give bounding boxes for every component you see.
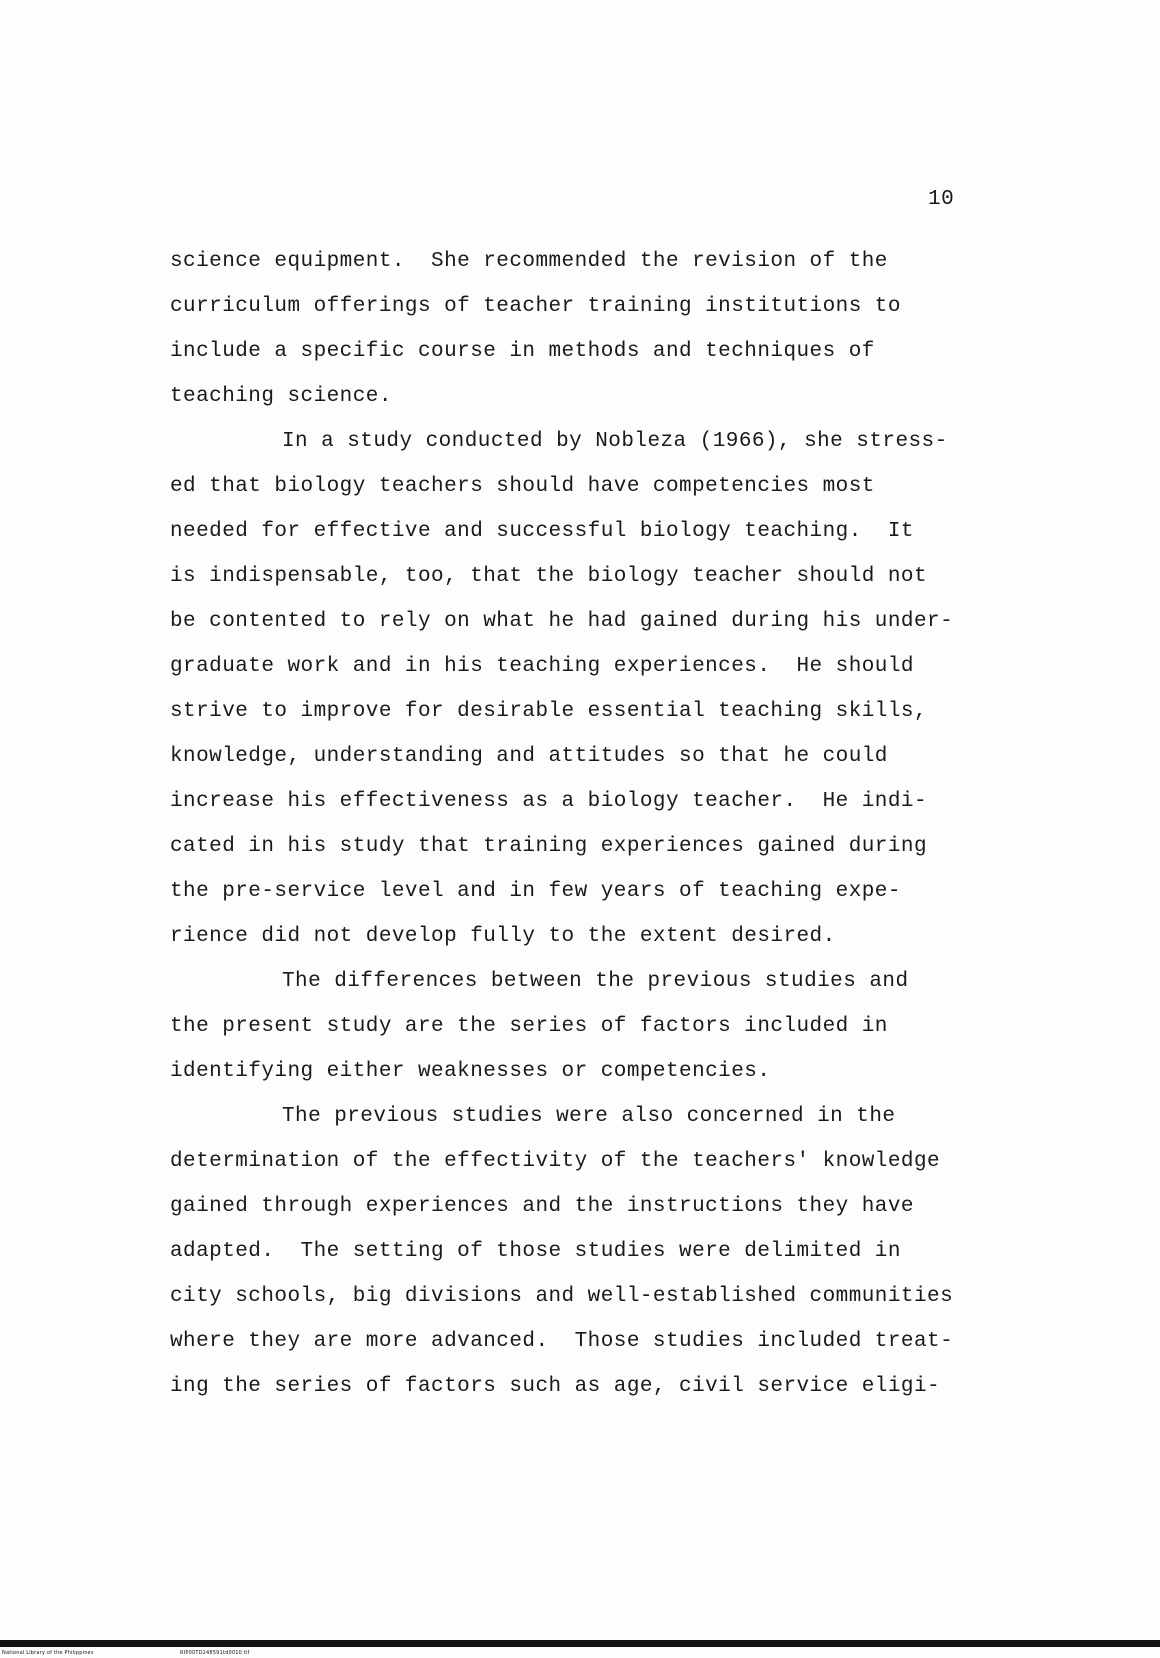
text-line: knowledge, understanding and attitudes so that he could: [170, 745, 888, 768]
text-line: gained through experiences and the instructions they have: [170, 1195, 914, 1218]
text-line: adapted. The setting of those studies were delimited in: [170, 1240, 901, 1263]
text-line: is indispensable, too, that the biology teacher should not: [170, 565, 928, 588]
text-line: identifying either weaknesses or competencies.: [170, 1060, 771, 1083]
footer-library-label: National Library of the Philippines: [2, 1650, 94, 1656]
paragraph-first-line: In a study conducted by Nobleza (1966), she stress-: [282, 430, 948, 453]
text-line: science equipment. She recommended the revision of the: [170, 250, 888, 273]
text-line: increase his effectiveness as a biology teacher. He indi-: [170, 790, 928, 813]
text-line: city schools, big divisions and well-established communities: [170, 1285, 954, 1308]
footer-file-label: RIP00TD248591td0010.tif: [180, 1650, 250, 1656]
text-line: graduate work and in his teaching experiences. He should: [170, 655, 914, 678]
text-line: teaching science.: [170, 385, 392, 408]
text-line: where they are more advanced. Those studies included treat-: [170, 1330, 954, 1353]
text-line: strive to improve for desirable essential teaching skills,: [170, 700, 928, 723]
text-line: the present study are the series of factors included in: [170, 1015, 888, 1038]
text-line: include a specific course in methods and techniques of: [170, 340, 875, 363]
paragraph-first-line: The previous studies were also concerned in the: [282, 1105, 896, 1128]
text-line: ed that biology teachers should have competencies most: [170, 475, 875, 498]
paragraph-first-line: The differences between the previous studies and: [282, 970, 909, 993]
text-line: determination of the effectivity of the teachers' knowledge: [170, 1150, 941, 1173]
text-line: ing the series of factors such as age, civil service eligi-: [170, 1375, 941, 1398]
text-line: rience did not develop fully to the extent desired.: [170, 925, 836, 948]
text-line: cated in his study that training experiences gained during: [170, 835, 928, 858]
footer-rule: [0, 1640, 1160, 1647]
text-line: be contented to rely on what he had gained during his under-: [170, 610, 954, 633]
text-line: the pre-service level and in few years of teaching expe-: [170, 880, 901, 903]
text-line: curriculum offerings of teacher training institutions to: [170, 295, 901, 318]
page-number: 10: [928, 188, 955, 211]
text-line: needed for effective and successful biology teaching. It: [170, 520, 914, 543]
